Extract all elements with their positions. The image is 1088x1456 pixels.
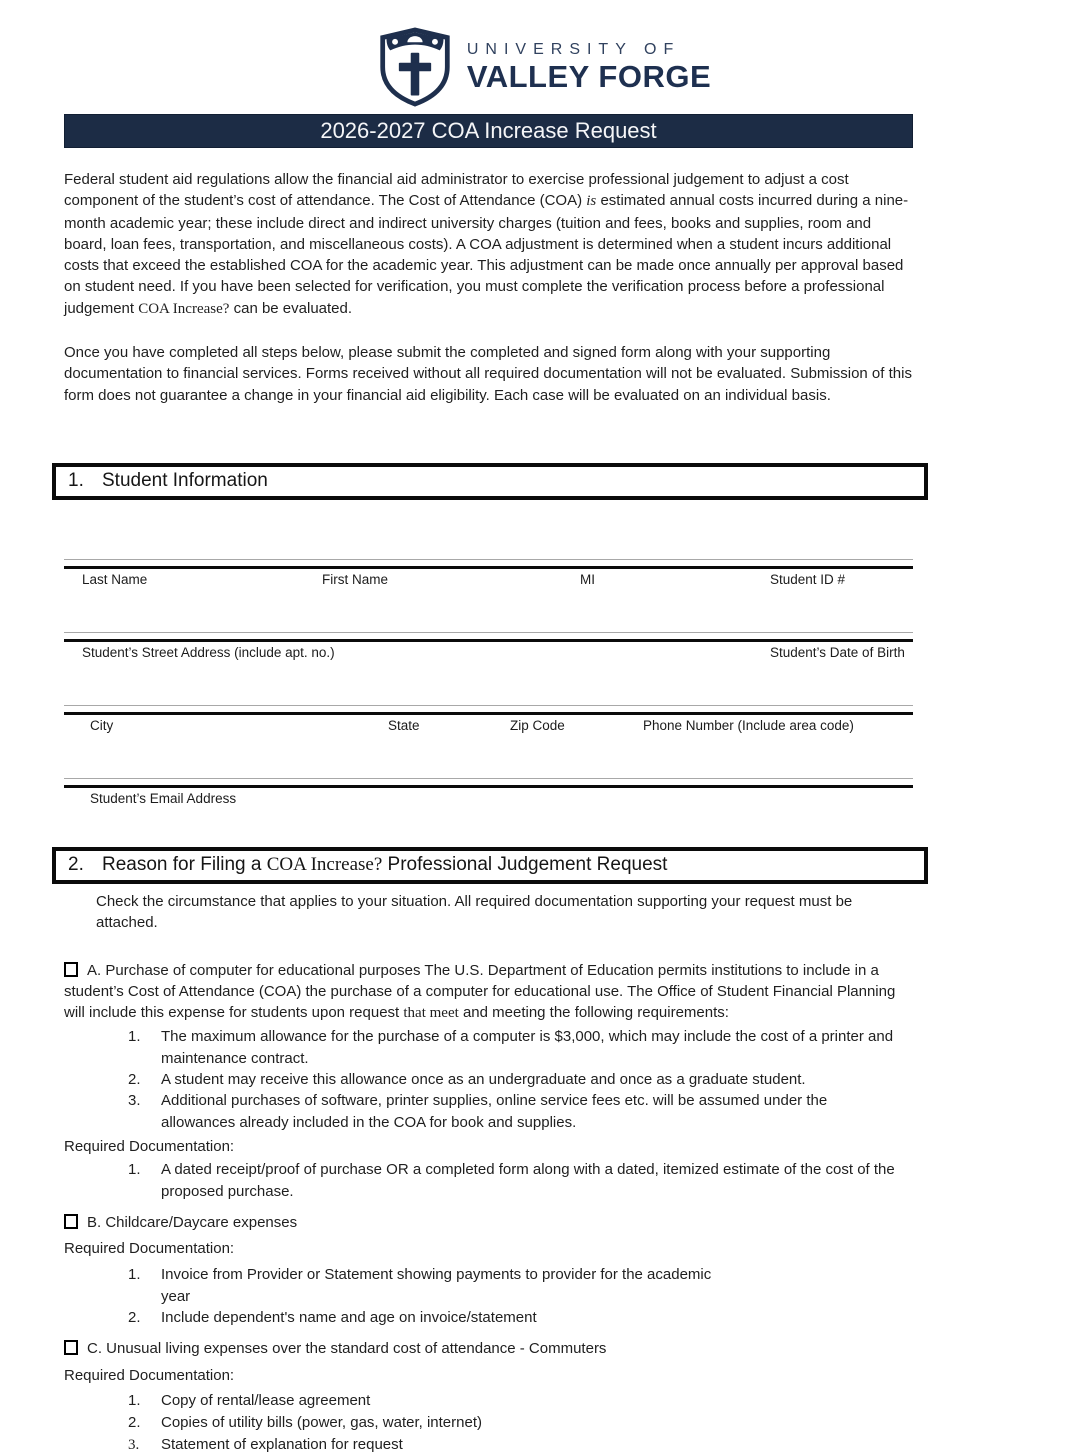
intro-p1-seg4: COA Increase?: [138, 300, 230, 317]
intro-paragraph-2: Once you have completed all steps below, please submit the completed and signed form along with your supporting documentation to financial services. Forms received without all required documentation will not be evaluated. Submission of this form does not guarantee a change in your financial aid eligibility. Each case will be evaluated on an individual basis.: [64, 344, 912, 404]
option-c-required-doc-2: Copies of utility bills (power, gas, water, internet): [161, 1413, 482, 1431]
zip-code-label: Zip Code: [510, 717, 565, 733]
section-2-instructions: Check the circumstance that applies to your situation. All required documentation supporting your request must be attached.: [96, 892, 853, 932]
list-item: [128, 1264, 1088, 1307]
option-c: [64, 1338, 916, 1359]
logo-wordmark: [467, 40, 711, 94]
list-number: 2.: [128, 1309, 141, 1327]
list-number: 2.: [128, 1071, 141, 1089]
option-c-checkbox[interactable]: [64, 1340, 78, 1355]
list-item: [128, 1434, 1088, 1456]
university-logo: [0, 26, 1088, 108]
list-number: 3.: [128, 1436, 140, 1453]
date-of-birth-label: Student’s Date of Birth: [770, 644, 905, 660]
list-item: [128, 1412, 1088, 1434]
field-row-city-state: [64, 705, 913, 778]
mi-label: MI: [580, 571, 595, 587]
intro-p1-seg3: estimated annual costs incurred during a nine-month academic year; these include direct and indirect university charges (tuition and fees, books and supplies, room and board, loan fees, transportation, and miscellaneous costs). A COA adjustment is determined when a student incurs additional costs that exceed the established COA for the academic year. This adjustment can be made once annually per approval based on student need. If you have been selected for verification, you must complete the verification process before a professional judgement: [64, 192, 909, 317]
first-name-label: First Name: [322, 571, 389, 587]
option-c-required-documentation-label: Required Documentation:: [64, 1366, 235, 1384]
intro-p1-seg2: is: [586, 193, 597, 210]
last-name-label: Last Name: [82, 571, 148, 587]
option-c-required-docs-list: [128, 1390, 1088, 1456]
section-1-title: Student Information: [102, 469, 268, 491]
option-a-requirement-1: The maximum allowance for the purchase of a computer is $3,000, which may include the cost of a printer and maintenance contract.: [161, 1028, 894, 1067]
list-item: [128, 1090, 1088, 1133]
section-1-number: 1.: [68, 469, 84, 491]
list-number: 1.: [128, 1391, 141, 1409]
section-2-title-seg1: Reason for Filing a: [102, 853, 267, 875]
list-item: [128, 1307, 1088, 1328]
option-c-required-doc-3: Statement of explanation for request: [161, 1435, 403, 1453]
option-b-required-doc-1: Invoice from Provider or Statement showing payments to provider for the academic year: [161, 1266, 712, 1305]
option-a-label-seg1: A. Purchase of computer for educational purposes The U.S. Department of Education permits institutions to include in a student’s Cost of Attendance (COA) the purchase of a computer for educational use. The Office of Student Financial Planning will include this expense for students upon request: [64, 961, 896, 1022]
list-number: 1.: [128, 1161, 141, 1179]
list-item: [128, 1069, 1088, 1090]
address-write-area[interactable]: [64, 632, 913, 642]
student-information-fields: [64, 559, 913, 810]
option-a-label-seg2: that meet: [403, 1005, 459, 1022]
list-number: 1.: [128, 1028, 141, 1046]
city-state-write-area[interactable]: [64, 705, 913, 715]
street-address-label: Student’s Street Address (include apt. no.): [82, 644, 335, 660]
list-number: 1.: [128, 1266, 141, 1284]
option-a-required-docs-list: [128, 1159, 1088, 1202]
option-a-requirements-list: [128, 1026, 1088, 1132]
option-b-required-doc-2: Include dependent's name and age on invoice/statement: [161, 1309, 537, 1327]
option-b-required-docs-list: [128, 1264, 1088, 1328]
student-id-label: Student ID #: [770, 571, 846, 587]
option-b-checkbox[interactable]: [64, 1214, 78, 1229]
option-a-checkbox[interactable]: [64, 962, 78, 977]
form-title: 2026-2027 COA Increase Request: [320, 118, 657, 143]
list-number: 3.: [128, 1092, 141, 1110]
phone-number-label: Phone Number (Include area code): [643, 717, 854, 733]
list-item: [128, 1159, 1088, 1202]
option-c-label: C. Unusual living expenses over the standard cost of attendance - Commuters: [87, 1340, 607, 1358]
field-row-email: [64, 778, 913, 810]
option-b-required-documentation-label: Required Documentation:: [64, 1240, 235, 1258]
section-2-title-seg3: Professional Judgement Request: [382, 853, 668, 875]
intro-p1-seg5: can be evaluated.: [229, 299, 353, 317]
option-c-required-doc-1: Copy of rental/lease agreement: [161, 1391, 371, 1409]
city-label: City: [90, 717, 114, 733]
list-item: [128, 1390, 1088, 1412]
shield-cross-icon: [377, 27, 453, 107]
option-a-required-documentation-label: Required Documentation:: [64, 1137, 235, 1155]
section-2-header: [52, 847, 928, 884]
intro-paragraph-1: [64, 169, 914, 320]
section-2-title-seg2: COA Increase?: [266, 853, 383, 875]
field-row-name: [64, 559, 913, 632]
option-a-requirement-2: A student may receive this allowance once as an undergraduate and once as a graduate student.: [161, 1071, 806, 1089]
option-b: [64, 1212, 916, 1233]
list-number: 2.: [128, 1413, 141, 1431]
section-2-title: [102, 854, 667, 876]
email-write-area[interactable]: [64, 778, 913, 788]
form-title-bar: [64, 114, 913, 148]
intro-p1-seg1: Federal student aid regulations allow the financial aid administrator to exercise professional judgement to adjust a cost component of the student’s cost of attendance. The Cost of Attendance (COA): [64, 171, 849, 210]
section-1-header: [52, 463, 928, 500]
field-row-address: [64, 632, 913, 705]
option-a-required-doc-1: A dated receipt/proof of purchase OR a completed form along with a dated, itemized estimate of the cost of the proposed purchase.: [161, 1161, 895, 1200]
email-address-label: Student’s Email Address: [90, 790, 237, 806]
option-a-label-seg3: and meeting the following requirements:: [458, 1004, 729, 1022]
state-label: State: [388, 717, 420, 733]
option-a-requirement-3: Additional purchases of software, printer supplies, online service fees etc. will be assumed under the allowances already included in the COA for book and supplies.: [161, 1092, 828, 1131]
section-2-number: 2.: [68, 853, 84, 875]
logo-line-valley-forge: VALLEY FORGE: [466, 59, 712, 94]
logo-line-university-of: UNIVERSITY OF: [466, 41, 681, 58]
option-b-label: B. Childcare/Daycare expenses: [87, 1213, 298, 1231]
option-a: [64, 960, 916, 1025]
list-item: [128, 1026, 1088, 1069]
name-write-area[interactable]: [64, 559, 913, 569]
